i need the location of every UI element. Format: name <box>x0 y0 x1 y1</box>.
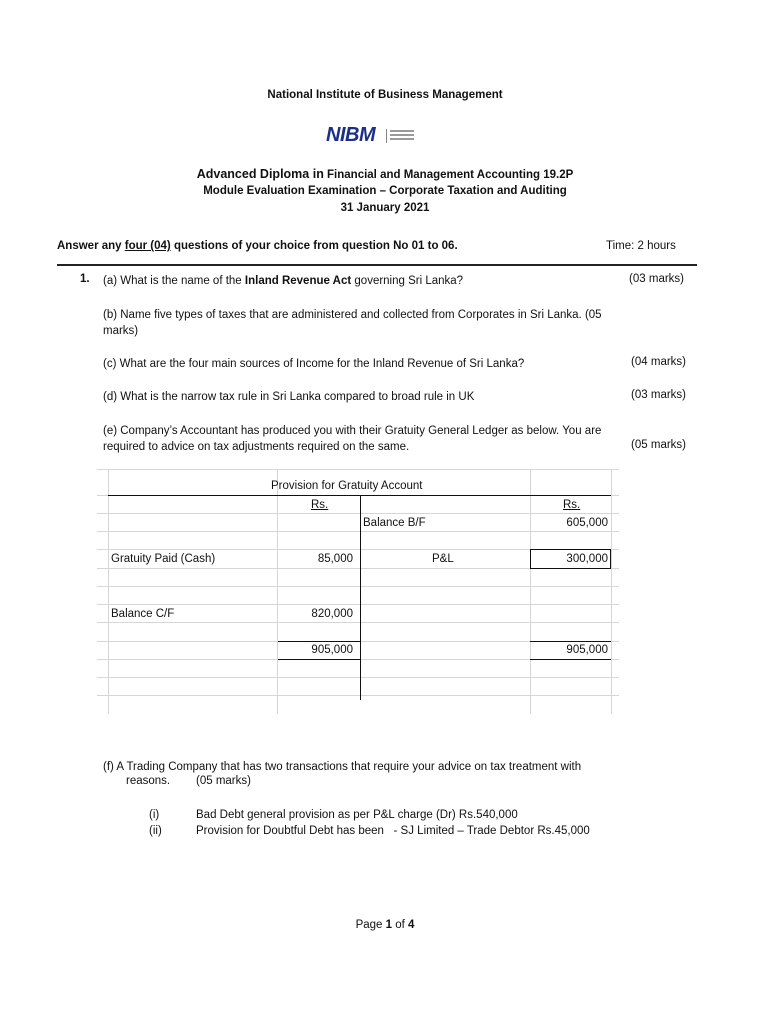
question-1a-marks: (03 marks) <box>629 273 684 285</box>
question-1c-marks: (04 marks) <box>631 356 686 368</box>
question-1e-line1: (e) Company’s Accountant has produced you with their Gratuity General Ledger as below. You are <box>103 425 602 437</box>
list-item: Provision for Doubtful Debt has been - SJ Limited – Trade Debtor Rs.45,000 <box>196 825 590 837</box>
gratuity-ledger <box>97 469 619 714</box>
module-title: Module Evaluation Examination – Corporate Taxation and Auditing <box>203 185 567 197</box>
question-1b-line2: marks) <box>103 325 139 337</box>
ledger-gratuity-paid-value: 85,000 <box>317 553 353 565</box>
logo-tagline-graphic <box>390 128 414 144</box>
exam-time: Time: 2 hours <box>606 240 676 252</box>
question-1e-line2: required to advice on tax adjustments required on the same. <box>103 441 410 453</box>
page-number: Page 1 of 4 <box>355 919 415 931</box>
exam-date: 31 January 2021 <box>340 202 430 214</box>
ledger-total-right: 905,000 <box>566 644 608 656</box>
question-1a: (a) What is the name of the Inland Revenue Act governing Sri Lanka? <box>103 275 464 287</box>
item-number: (ii) <box>149 825 162 837</box>
institute-name: National Institute of Business Management <box>267 89 503 101</box>
question-1d: (d) What is the narrow tax rule in Sri Lanka compared to broad rule in UK <box>103 391 475 403</box>
ledger-title: Provision for Gratuity Account <box>271 480 423 492</box>
ledger-center-rule <box>360 495 361 700</box>
question-1b-line1: (b) Name five types of taxes that are administered and collected from Corporates in Sri Lanka. (05 <box>103 309 602 321</box>
nibm-logo <box>326 124 418 148</box>
logo-divider <box>386 129 387 143</box>
logo-text: NIBM <box>326 124 376 146</box>
question-1d-marks: (03 marks) <box>631 389 686 401</box>
ledger-pl-label: P&L <box>432 553 454 565</box>
diploma-title: Advanced Diploma in Financial and Management Accounting 19.2P <box>196 167 574 181</box>
question-1f-line2: reasons. <box>126 775 171 787</box>
ledger-rs-left: Rs. <box>311 499 329 511</box>
ledger-total-left: 905,000 <box>311 644 353 656</box>
ledger-gratuity-paid-label: Gratuity Paid (Cash) <box>111 553 216 565</box>
ledger-balance-cf-value: 820,000 <box>311 608 353 620</box>
question-1e-marks: (05 marks) <box>631 439 686 451</box>
header-rule <box>57 264 697 266</box>
ledger-balance-cf-label: Balance C/F <box>111 608 175 620</box>
ledger-pl-value: 300,000 <box>566 553 608 565</box>
ledger-balance-bf-value: 605,000 <box>566 517 608 529</box>
question-number: 1. <box>80 273 90 285</box>
instructions: Answer any four (04) questions of your choice from question No 01 to 06. <box>57 240 458 252</box>
question-1f-line1: (f) A Trading Company that has two transactions that require your advice on tax treatment with <box>103 761 582 773</box>
ledger-rs-right: Rs. <box>563 499 581 511</box>
list-item: Bad Debt general provision as per P&L charge (Dr) Rs.540,000 <box>196 809 518 821</box>
item-number: (i) <box>149 809 160 821</box>
question-1f-marks: (05 marks) <box>196 775 251 787</box>
question-1c: (c) What are the four main sources of Income for the Inland Revenue of Sri Lanka? <box>103 358 525 370</box>
ledger-balance-bf-label: Balance B/F <box>363 517 426 529</box>
